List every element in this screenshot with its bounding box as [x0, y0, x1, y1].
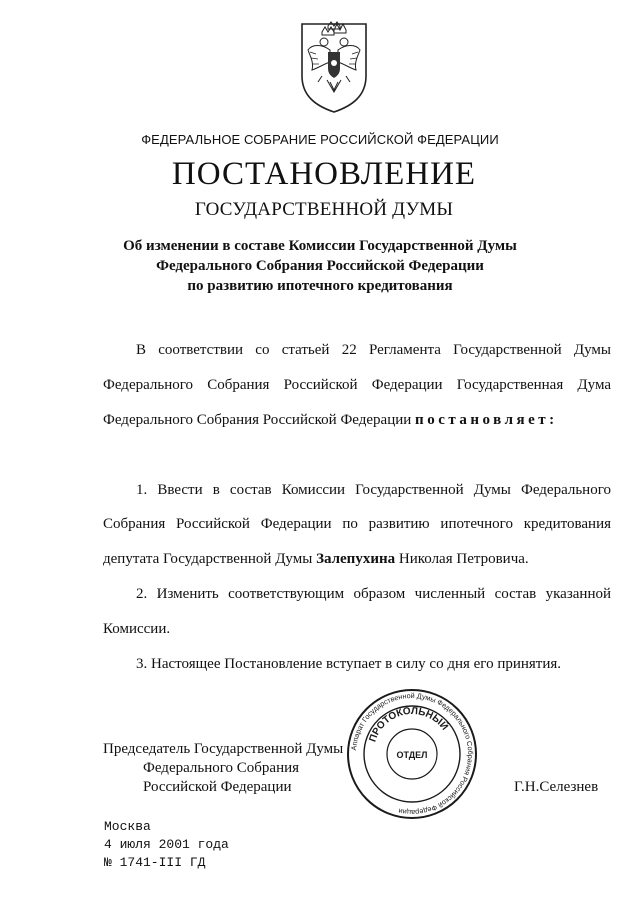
- item-2-line: Комиссии.: [103, 621, 171, 637]
- item-2-line: 2. Изменить соответствующим образом численный состав указанной: [136, 586, 611, 602]
- item-1-prefix: депутата Государственной Думы: [103, 551, 313, 567]
- document-number: № 1741-III ГД: [104, 855, 206, 870]
- document-issuer: ГОСУДАРСТВЕННОЙ ДУМЫ: [194, 199, 454, 220]
- resolves-word: постановляет:: [415, 412, 558, 428]
- item-1-line: 1. Ввести в состав Комиссии Государственной Думы Федерального: [136, 482, 611, 498]
- item-1-line: Собрания Российской Федерации по развитию ипотечного кредитования: [103, 516, 611, 532]
- date-of-signing: 4 июля 2001 года: [104, 837, 229, 852]
- svg-text:Аппарат Государственной Думы Ф: Аппарат Государственной Думы Федерального Собрания Российской Федерации: [349, 690, 476, 818]
- preamble-line: [103, 412, 611, 429]
- signatory-title-line: Российской Федерации: [143, 779, 292, 795]
- document-type: ПОСТАНОВЛЕНИЕ: [171, 156, 477, 192]
- deputy-given-names: Николая Петровича.: [398, 551, 529, 567]
- signatory-title-line: Федерального Собрания: [143, 760, 300, 776]
- preamble-line: В соответствии со статьей 22 Регламента Государственной Думы: [136, 342, 611, 358]
- document-footer: [104, 818, 229, 872]
- item-3-line: 3. Настоящее Постановление вступает в силу со дня его принятия.: [136, 656, 562, 672]
- signatory-title: [103, 740, 343, 797]
- subject-line: Федерального Собрания Российской Федерации: [156, 258, 484, 274]
- subject-line: Об изменении в составе Комиссии Государственной Думы: [123, 238, 517, 254]
- coat-of-arms-emblem: [294, 18, 374, 114]
- item-1-line: [103, 551, 611, 568]
- document-subject: [0, 236, 640, 296]
- signatory-title-line: Председатель Государственной Думы: [103, 741, 344, 757]
- place-of-signing: Москва: [104, 819, 151, 834]
- svg-text:ПРОТОКОЛЬНЫЙ: ПРОТОКОЛЬНЫЙ: [367, 705, 450, 744]
- subject-line: по развитию ипотечного кредитования: [187, 278, 453, 294]
- preamble-line: Федерального Собрания Российской Федерации Государственная Дума: [103, 377, 611, 393]
- organization-name: ФЕДЕРАЛЬНОЕ СОБРАНИЕ РОССИЙСКОЙ ФЕДЕРАЦИИ: [141, 132, 499, 147]
- signatory-name: Г.Н.Селезнев: [514, 779, 599, 795]
- preamble-text: Федерального Собрания Российской Федерации: [103, 412, 412, 428]
- deputy-surname: Залепухина: [316, 551, 396, 567]
- official-stamp: [344, 686, 480, 822]
- stamp-center-text: ОТДЕЛ: [396, 750, 428, 760]
